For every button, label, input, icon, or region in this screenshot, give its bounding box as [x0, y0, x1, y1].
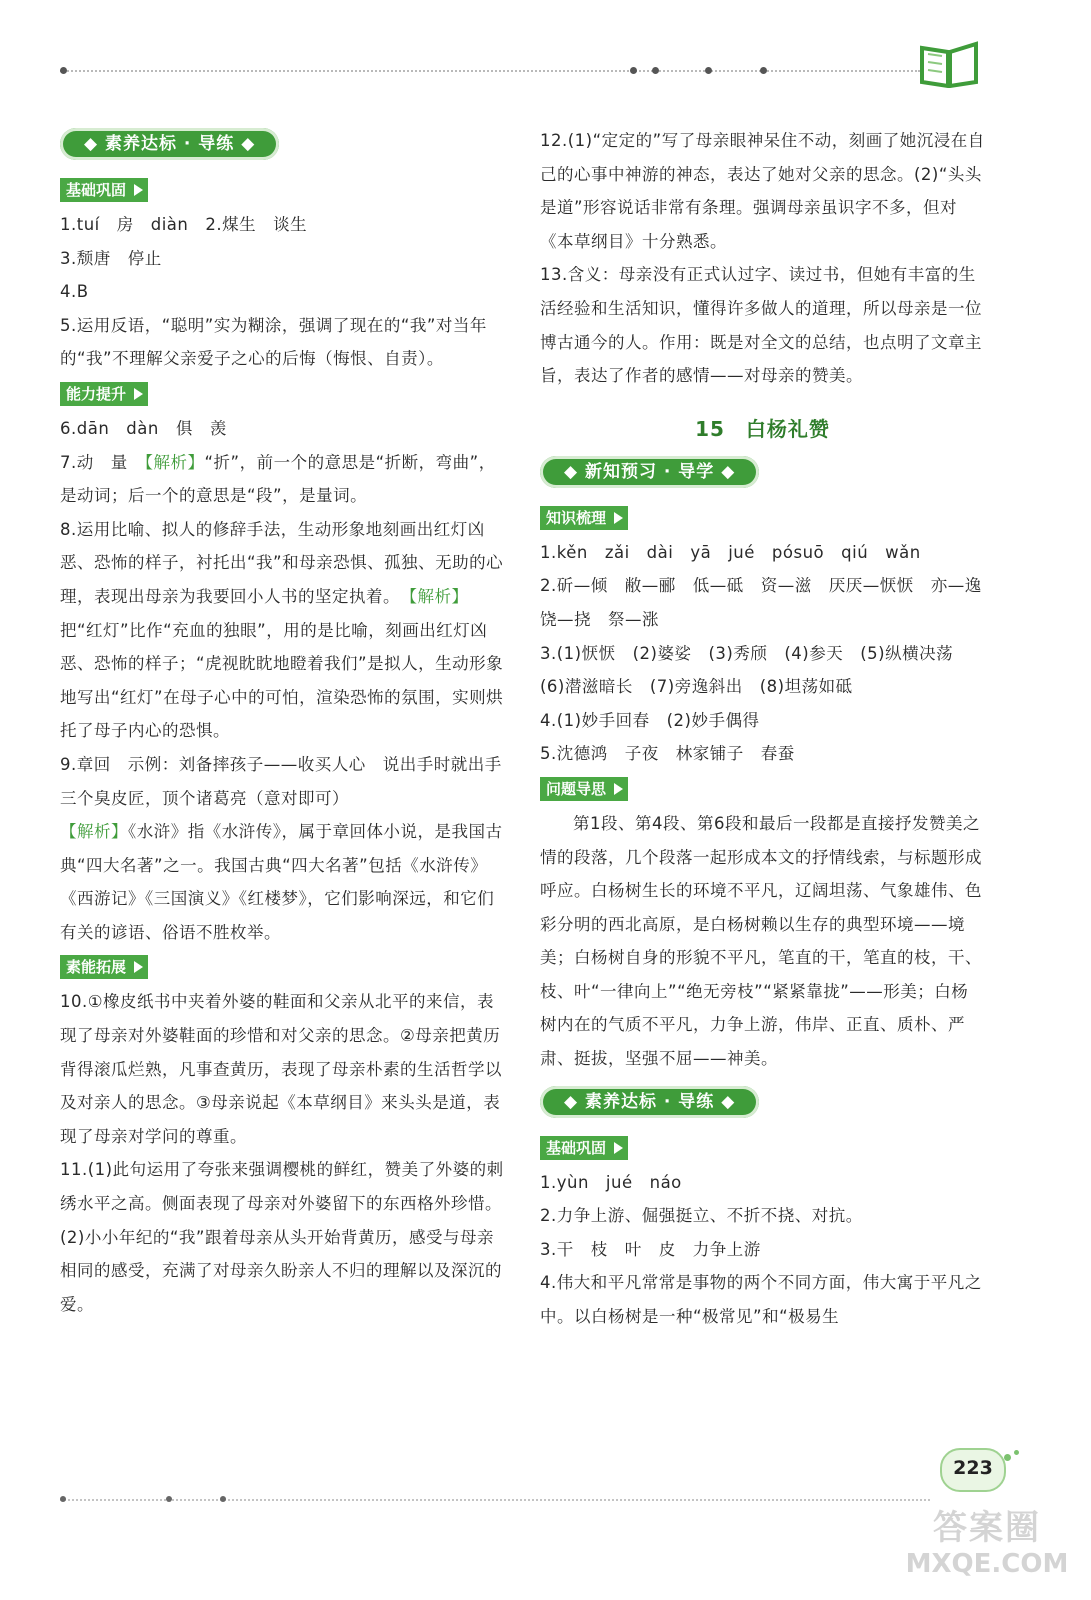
open-book-icon	[918, 40, 980, 88]
answer-8-main: 8.运用比喻、拟人的修辞手法，生动形象地刻画出红灯凶恶、恐怖的样子，衬托出“我”和母亲恐惧、孤独、无助的心理，表现出母亲为我要回小人书的坚定执着。	[60, 519, 504, 606]
knowledge-2: 2.斫—倾 敝—郦 低—砥 资—滋 厌厌—恹恹 亦—逸 饶—挠 祭—涨	[540, 576, 999, 629]
analysis-label: 【解析】	[60, 822, 128, 842]
answer-5: 5.运用反语，“聪明”实为糊涂，强调了现在的“我”对当年的“我”不理解父亲爱子之心的后悔（悔恨、自责）。	[60, 315, 487, 369]
answer-13: 13.含义：母亲没有正式认过字、读过书，但她有丰富的生活经验和生活知识，懂得许多做人的道理，所以母亲是一位博古通今的人。作用：既是对全文的总结，也点明了文章主旨，表达了作者的感情——对母亲的赞美。	[540, 265, 982, 386]
answer-4: 4.B	[60, 282, 89, 302]
tag-jichu-gonggu: 基础巩固	[60, 178, 148, 202]
watermark-line2: MXQE.COM	[905, 1549, 1069, 1579]
footer-divider	[60, 1496, 930, 1504]
basic-3: 3.干 枝 叶 皮 力争上游	[540, 1239, 761, 1259]
section-banner-suyang: ◆ 素养达标 · 导练 ◆	[60, 128, 279, 160]
answer-9-analysis-text: 《水浒》指《水浒传》，属于章回体小说，是我国古典“四大名著”之一。我国古典“四大名著”包括《水浒传》《西游记》《三国演义》《红楼梦》，它们影响深远，和它们有关的谚语、俗语不胜枚举。	[60, 822, 503, 942]
knowledge-1: 1.kěn zǎi dài yā jué pósuō qiú wǎn	[540, 542, 921, 562]
answer-1-2: 1.tuí 房 diàn 2.煤生 谈生	[60, 215, 308, 234]
answer-7-analysis: “折”，前一个的意思是“折断，弯曲”，是动词；后一个的意思是“段”，是量词。	[60, 452, 496, 506]
watermark	[892, 1508, 1082, 1588]
answer-3: 3.颓唐 停止	[60, 248, 162, 268]
answer-7	[60, 446, 508, 513]
answer-8	[60, 513, 508, 748]
right-column	[540, 124, 999, 1334]
knowledge-5: 5.沈德鸿 子夜 林家铺子 春蚕	[540, 744, 795, 764]
analysis-label: 【解析】	[408, 586, 469, 606]
answer-9: 9.章回 示例：刘备摔孩子——收买人心 说出手时就出手 三个臭皮匠，顶个诸葛亮（意对即可）	[60, 754, 519, 808]
answer-9-analysis	[60, 815, 508, 949]
basic-2: 2.力争上游、倔强挺立、不折不挠、对抗。	[540, 1206, 863, 1226]
section-banner-xinzhi: ◆ 新知预习 · 导学 ◆	[540, 456, 759, 488]
tag-zhishi-shuli: 知识梳理	[540, 506, 628, 530]
knowledge-3: 3.(1)恹恹 (2)婆娑 (3)秀颀 (4)参天 (5)纵横决荡 (6)潜滋暗长 (7)旁逸斜出 (8)坦荡如砥	[540, 643, 971, 697]
answer-10: 10.①橡皮纸书中夹着外婆的鞋面和父亲从北平的来信，表现了母亲对外婆鞋面的珍惜和对父亲的思念。②母亲把黄历背得滚瓜烂熟，凡事查黄历，表现了母亲朴素的生活哲学以及对亲人的思念。③母亲说起《本草纲目》来头头是道，表现了母亲对学问的尊重。	[60, 992, 502, 1146]
answer-12: 12.(1)“定定的”写了母亲眼神呆住不动，刻画了她沉浸在自己的心事中神游的神态，表达了她对父亲的思念。(2)“头头是道”形容说话非常有条理。强调母亲虽识字不多，但对《本草纲目》十分熟悉。	[540, 131, 985, 251]
basic-4: 4.伟大和平凡常常是事物的两个不同方面，伟大寓于平凡之中。以白杨树是一种“极常见”和“极易生	[540, 1273, 982, 1327]
watermark-line1: 答案圈	[933, 1508, 1041, 1548]
answer-11: 11.(1)此句运用了夸张来强调樱桃的鲜红，赞美了外婆的刺绣水平之高。侧面表现了母亲对外婆留下的东西格外珍惜。 (2)小小年纪的“我”跟着母亲从头开始背黄历，感受与母亲相同的感受，充满了对母亲久盼亲人不归的理解以及深沉的爱。	[60, 1160, 511, 1314]
answer-6: 6.dān dàn 俱 羡	[60, 418, 227, 438]
basic-1: 1.yùn jué náo	[540, 1172, 682, 1192]
answer-7-main: 7.动 量	[60, 452, 145, 472]
header-divider	[60, 66, 920, 74]
section-banner-suyang-2: ◆ 素养达标 · 导练 ◆	[540, 1086, 759, 1118]
lesson-title: 15 白杨礼赞	[695, 416, 830, 441]
page-number-badge	[940, 1448, 1006, 1492]
tag-nengli-tisheng: 能力提升	[60, 382, 148, 406]
badge-dots	[1004, 1450, 1024, 1462]
question-guide-text: 第1段、第4段、第6段和最后一段都是直接抒发赞美之情的段落，几个段落一起形成本文的抒情线索，与标题形成呼应。白杨树生长的环境不平凡，辽阔坦荡、气象雄伟、色彩分明的西北高原，是白杨树赖以生存的典型环境——境美；白杨树自身的形貌不平凡，笔直的干，笔直的枝，干、枝、叶“一律向上”“绝无旁枝”“紧紧靠拢”——形美；白杨树内在的气质不平凡，力争上游，伟岸、正直、质朴、严肃、挺拔，坚强不屈——神美。	[540, 813, 982, 1069]
answer-8-analysis: 把“红灯”比作“充血的独眼”，用的是比喻，刻画出红灯凶恶、恐怖的样子；“虎视眈眈地瞪着我们”是拟人，生动形象地写出“红灯”在母子心中的可怕，渲染恐怖的氛围，实则烘托了母子内心的恐惧。	[60, 620, 504, 741]
analysis-label: 【解析】	[144, 452, 205, 472]
left-column	[60, 124, 519, 1321]
tag-suneng-tuozhan: 素能拓展	[60, 955, 148, 979]
knowledge-4: 4.(1)妙手回春 (2)妙手偶得	[540, 710, 760, 730]
page-number: 223	[953, 1457, 993, 1479]
tag-jichu-gonggu-2: 基础巩固	[540, 1136, 628, 1160]
tag-wenti-daosi: 问题导思	[540, 777, 628, 801]
